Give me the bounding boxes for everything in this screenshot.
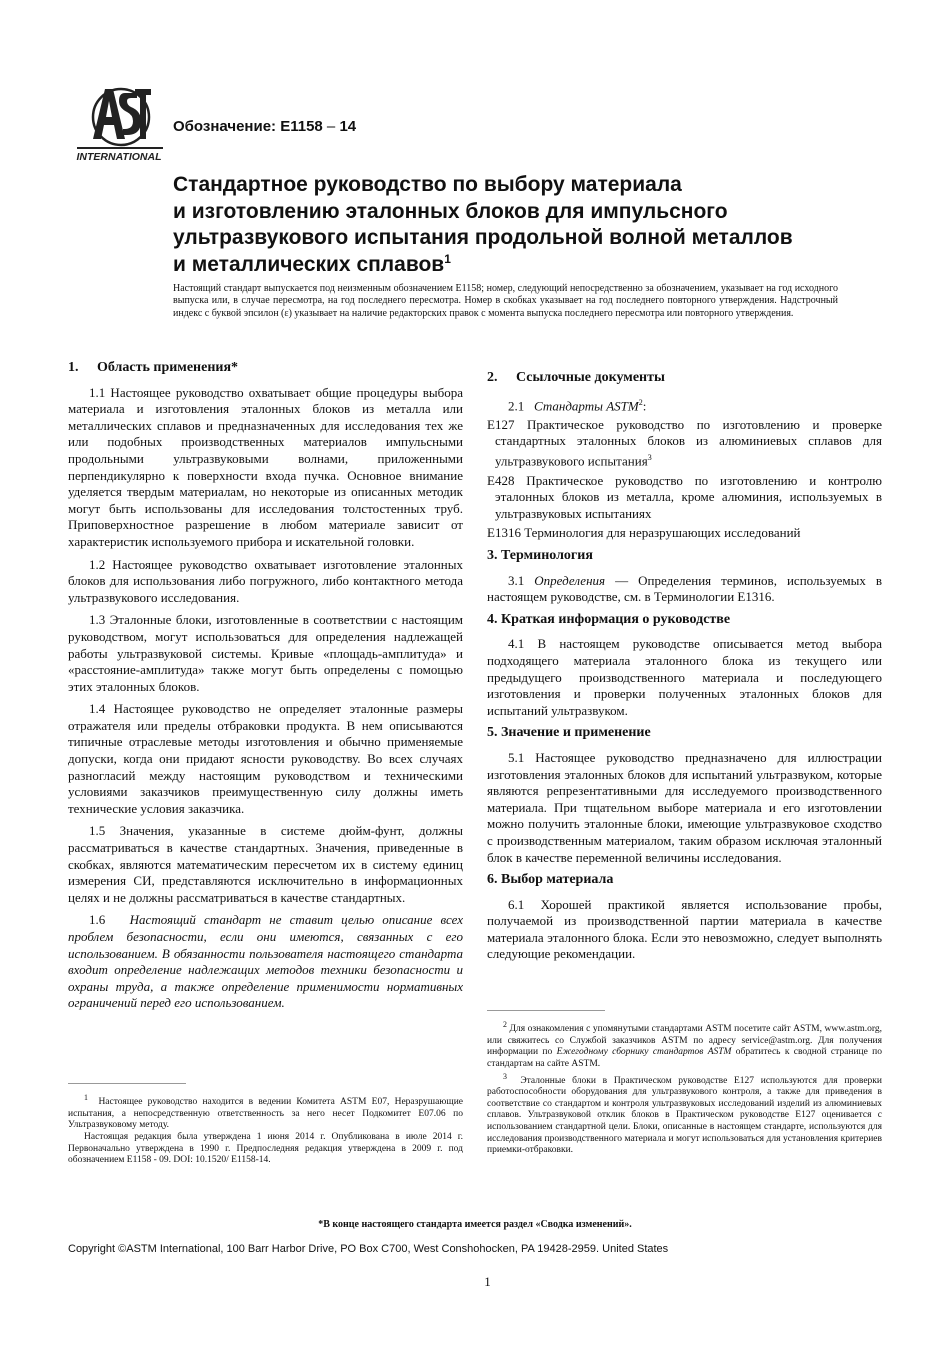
subsection-astm-standards: 2.1 Стандарты ASTM$^2$: bbox=[508, 397, 647, 413]
footnote: $^3$ Эталонные блоки в Практическом руководстве E127 используются для проверки работоспособности оборудования для ультразвукового контроля, а также для приведения в соответствие со стандартом и контроля ультразвуковых исследований изделий из алюминиевых сплавов. Ультразвуковой отклик блоков в Практическом руководстве E127 оценивается с использованием стандартной цели. Блоки, описанные в настоящем стандарте, используются для исследования производственного материала и могут использоваться для установления критериев приемки-отбраковки. bbox=[487, 1071, 883, 1156]
footnote: Настоящая редакция была утверждена 1 июня 2014 г. Опубликована в июле 2014 г. Первоначально утверждена в 1990 г. Предпоследняя редакция утверждена в 2009 г. под обозначением E1158 - 09. DOI: 10.1520/ E1158-14. bbox=[68, 1131, 463, 1166]
section-heading: 6. Выбор материала bbox=[487, 872, 614, 888]
logo-text: INTERNATIONAL bbox=[76, 151, 162, 163]
section-heading: 3. Терминология bbox=[487, 548, 593, 563]
paragraph: 4.1 В настоящем руководстве описывается метод выбора подходящего материала эталонного блока из текущего или предыдущего производственного материала и последующего изготовления и проверки полученных эталонных блоков для испытаний ультразвуком. bbox=[487, 636, 882, 718]
designation-year: 14 bbox=[339, 118, 357, 135]
paragraph: 1.3 Эталонные блоки, изготовленные в соответствии с настоящим руководством, могут использоваться для определения надлежащей работы ультразвуковой системы. Кривые «площадь-амплитуда» и «расстояние-амплитуда» также могут быть определены с помощью этих эталонных блоков. bbox=[68, 612, 463, 694]
title-line: ультразвукового испытания продольной волной металлов bbox=[173, 226, 793, 249]
astm-logo-icon bbox=[75, 83, 163, 165]
paragraph-safety: 1.6 Настоящий стандарт не ставит целью описание всех проблем безопасности, если они имеются, связанных с его использованием. В обязанности пользователя настоящего стандарта входит определение надлежащих методов техники безопасности и охраны труда, а также определение применимости нормативных ограничений перед его использованием. bbox=[68, 912, 463, 1011]
footnote: $^2$ Для ознакомления с упомянутыми стандартами ASTM посетите сайт ASTM, www.astm.org, или свяжитесь со Службой заказчиков ASTM по адресу service@astm.org. Для получения информации по Ежегодному сборнику стандартов ASTM обратитесь к сводной странице по стандартам на сайте ASTM. bbox=[487, 1020, 883, 1069]
footnotes-right bbox=[487, 1010, 882, 1157]
footnotes-left bbox=[68, 1083, 463, 1167]
title-line: Стандартное руководство по выбору материала bbox=[173, 173, 682, 196]
title-line: и металлических сплавов bbox=[173, 252, 445, 276]
designation-label: Обозначение: E1158 bbox=[173, 118, 323, 135]
astm-logo bbox=[75, 83, 163, 165]
footnote-rule bbox=[68, 1083, 186, 1084]
section-heading: 4. Краткая информация о руководстве bbox=[487, 611, 731, 627]
right-column bbox=[487, 370, 882, 969]
summary-of-changes-note: *В конце настоящего стандарта имеется раздел «Сводка изменений». bbox=[318, 1219, 632, 1230]
issue-note: Настоящий стандарт выпускается под неизменным обозначением E1158; номер, следующий непосредственно за обозначением, указывает на год исходного выпуска или, в случае пересмотра, на год последнего пересмотра. Номер в скобках указывает на год последнего повторного утверждения. Надстрочный индекс с буквой эпсилон (ε) указывает на наличие редакторских правок с момента выпуска последнего пересмотра или повторного утверждения. bbox=[173, 283, 838, 319]
paragraph: 1.1 Настоящее руководство охватывает общие процедуры выбора материала и изготовления эталонных блоков из металла или металлических сплавов и предназначенных для исследования тех же или подобных производственных материалов импульсными продольными ультразвуковыми волнами, приложенными перпендикулярно к поверхности входа пучка. Основное внимание уделяется твердым материалам, но некоторые из описанных методик могут быть использованы для исследования толстостенных труб. Приповерхностное разрешение в любом материале зависит от характеристик используемого прибора и искательной головки. bbox=[68, 384, 463, 549]
section-heading: 1. Область применения* bbox=[68, 360, 239, 375]
left-column bbox=[68, 360, 463, 1018]
paragraph: 1.2 Настоящее руководство охватывает изготовление эталонных блоков для использования либо погружного, либо контактного метода ультразвукового исследования. bbox=[68, 556, 463, 605]
reference-item: E127 Практическое руководство по изготовлению и проверке стандартных эталонных блоков из алюминиевых сплавов для ультразвукового испытания$^3$ bbox=[487, 416, 882, 469]
paragraph: 1.5 Значения, указанные в системе дюйм-фунт, должны рассматриваться в качестве стандартных. Значения, приведенные в скобках, являются математическим пересчетом их в систему единиц измерения СИ, представляются исключительно в информационных целях и не должны рассматриваться в качестве стандартных. bbox=[68, 823, 463, 905]
paragraph: 6.1 Хорошей практикой является использование пробы, получаемой из производственной партии материала в качестве материала эталонного блока. Если это невозможно, следует выполнять следующие рекомендации. bbox=[487, 896, 882, 962]
paragraph: 5.1 Настоящее руководство предназначено для иллюстрации изготовления эталонных блоков для испытаний ультразвуком, которые являются репрезентативными для исследуемого производственного материала. При тщательном выборе материала и его изготовлении можно получить эталонные блоки, имеющие ультразвуковое сходство с производственным материалом, таким образом исключая эталонный блок в качестве переменной величины исследования. bbox=[487, 749, 882, 865]
title-footnote-mark: 1 bbox=[444, 251, 451, 266]
footnote: $^1$ Настоящее руководство находится в ведении Комитета ASTM E07, Неразрушающие испытания, а непосредственную ответственность за него несет Подкомитет E07.06 по Ультразвуковому методу. bbox=[68, 1093, 463, 1131]
title-line: и изготовлению эталонных блоков для импульсного bbox=[173, 199, 728, 223]
reference-item: E428 Практическое руководство по изготовлению и контролю эталонных блоков из металла, кроме алюминия, используемых в ультразвуковых испытаниях bbox=[487, 472, 882, 521]
copyright: Copyright ©ASTM International, 100 Barr Harbor Drive, PO Box C700, West Conshohocken, PA 19428-2959. United States bbox=[68, 1243, 669, 1255]
section-heading: 2. Ссылочные документы bbox=[487, 370, 665, 385]
paragraph: 3.1 Определения — Определения терминов, используемых в настоящем руководстве, см. в Терминологии E1316. bbox=[487, 572, 882, 605]
designation bbox=[173, 118, 356, 135]
section-heading: 5. Значение и применение bbox=[487, 725, 651, 741]
reference-item: E1316 Терминология для неразрушающих исследований bbox=[487, 525, 801, 541]
designation-dash: – bbox=[322, 118, 340, 135]
document-title bbox=[173, 172, 863, 278]
page-number: 1 bbox=[484, 1274, 491, 1289]
paragraph: 1.4 Настоящее руководство не определяет эталонные размеры отражателя или пределы отбраковки продукта. В нем описываются типичные отраслевые методы изготовления и обычно применяемые допуски, когда они придают ясности руководству. Во всех случаях разногласий между настоящим руководством и техническими условиями заказчиков преимущественную силу должны иметь технические условия заказчика. bbox=[68, 701, 463, 816]
footnote-rule bbox=[487, 1010, 605, 1011]
